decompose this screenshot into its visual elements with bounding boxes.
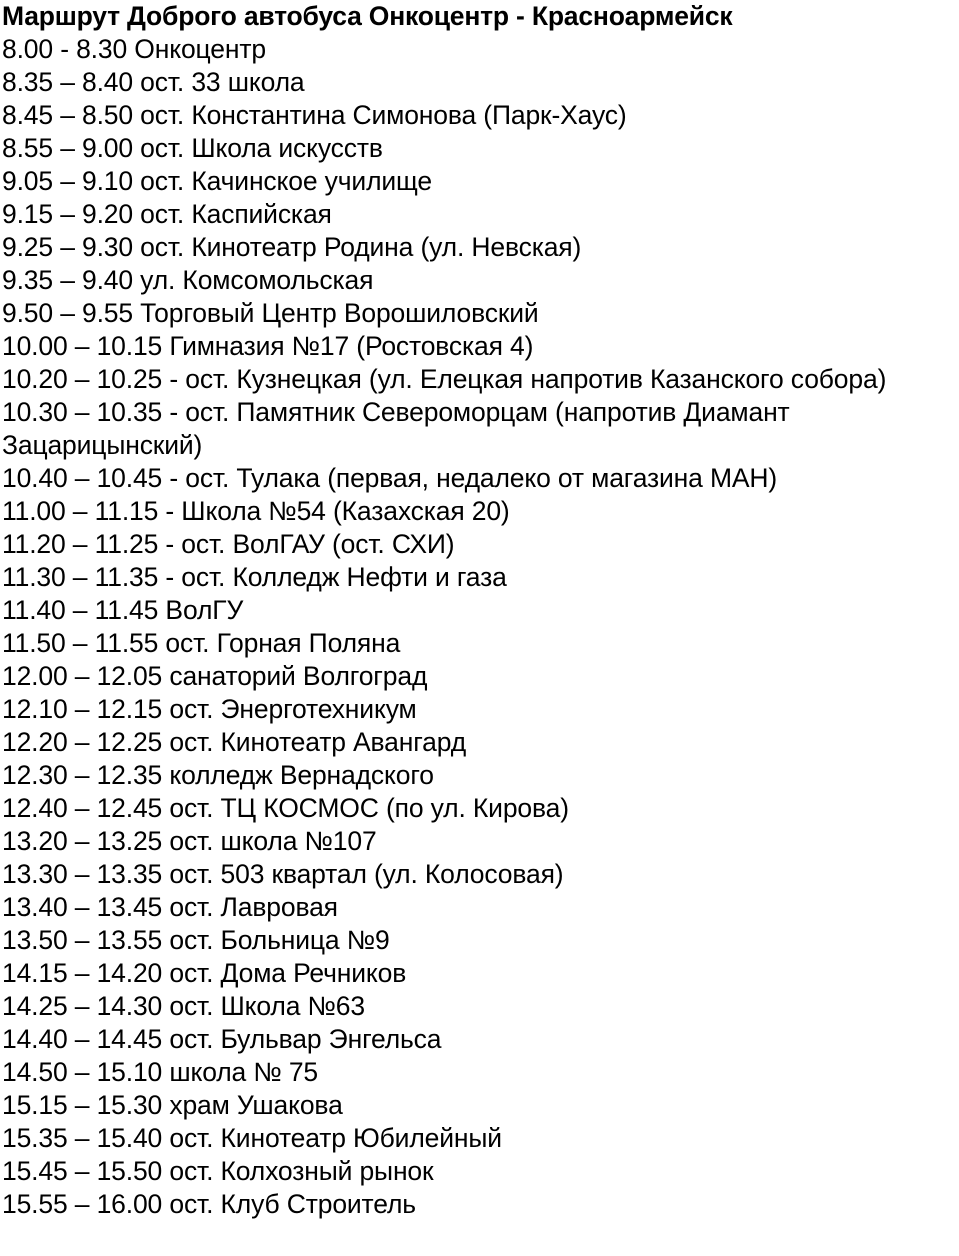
stop-line: 14.25 – 14.30 ост. Школа №63 xyxy=(2,991,365,1021)
stop-line: 9.25 – 9.30 ост. Кинотеатр Родина (ул. Невская) xyxy=(2,232,582,262)
stop-line: 15.15 – 15.30 храм Ушакова xyxy=(2,1090,343,1120)
stop-line: 12.10 – 12.15 ост. Энерготехникум xyxy=(2,694,417,724)
stop-line: 11.30 – 11.35 - ост. Колледж Нефти и газа xyxy=(2,562,507,592)
stop-line: 12.20 – 12.25 ост. Кинотеатр Авангард xyxy=(2,727,467,757)
stop-line: 10.30 – 10.35 - ост. Памятник Североморцам (напротив Диамант Зацарицынский) xyxy=(2,397,790,460)
stop-line: 10.40 – 10.45 - ост. Тулака (первая, недалеко от магазина МАН) xyxy=(2,463,778,493)
stop-line: 11.20 – 11.25 - ост. ВолГАУ (ост. СХИ) xyxy=(2,529,455,559)
stop-line: 9.50 – 9.55 Торговый Центр Ворошиловский xyxy=(2,298,539,328)
stop-line: 12.30 – 12.35 колледж Вернадского xyxy=(2,760,434,790)
stop-line: 12.00 – 12.05 санаторий Волгоград xyxy=(2,661,428,691)
stop-line: 11.50 – 11.55 ост. Горная Поляна xyxy=(2,628,401,658)
stop-line: 9.35 – 9.40 ул. Комсомольская xyxy=(2,265,374,295)
stop-line: 8.00 - 8.30 Онкоцентр xyxy=(2,34,266,64)
stop-line: 9.15 – 9.20 ост. Каспийская xyxy=(2,199,332,229)
stop-line: 15.35 – 15.40 ост. Кинотеатр Юбилейный xyxy=(2,1123,502,1153)
stop-line: 13.20 – 13.25 ост. школа №107 xyxy=(2,826,377,856)
stop-line: 9.05 – 9.10 ост. Качинское училище xyxy=(2,166,432,196)
stop-line: 12.40 – 12.45 ост. ТЦ КОСМОС (по ул. Кирова) xyxy=(2,793,569,823)
stop-line: 8.45 – 8.50 ост. Константина Симонова (Парк-Хаус) xyxy=(2,100,627,130)
stop-line: 14.40 – 14.45 ост. Бульвар Энгельса xyxy=(2,1024,442,1054)
stop-line: 8.35 – 8.40 ост. 33 школа xyxy=(2,67,305,97)
stop-line: 15.45 – 15.50 ост. Колхозный рынок xyxy=(2,1156,434,1186)
stop-line: 10.20 – 10.25 - ост. Кузнецкая (ул. Елецкая напротив Казанского собора) xyxy=(2,364,887,394)
stop-line: 11.00 – 11.15 - Школа №54 (Казахская 20) xyxy=(2,496,510,526)
stop-line: 13.50 – 13.55 ост. Больница №9 xyxy=(2,925,390,955)
document-title: Маршрут Доброго автобуса Онкоцентр - Красноармейск xyxy=(2,1,733,31)
stop-line: 11.40 – 11.45 ВолГУ xyxy=(2,595,244,625)
stop-line: 8.55 – 9.00 ост. Школа искусств xyxy=(2,133,383,163)
stop-list xyxy=(2,33,959,1221)
stop-line: 15.55 – 16.00 ост. Клуб Строитель xyxy=(2,1189,416,1219)
stop-line: 10.00 – 10.15 Гимназия №17 (Ростовская 4) xyxy=(2,331,534,361)
stop-line: 14.15 – 14.20 ост. Дома Речников xyxy=(2,958,407,988)
stop-line: 13.40 – 13.45 ост. Лавровая xyxy=(2,892,338,922)
stop-line: 13.30 – 13.35 ост. 503 квартал (ул. Колосовая) xyxy=(2,859,564,889)
stop-line: 14.50 – 15.10 школа № 75 xyxy=(2,1057,318,1087)
